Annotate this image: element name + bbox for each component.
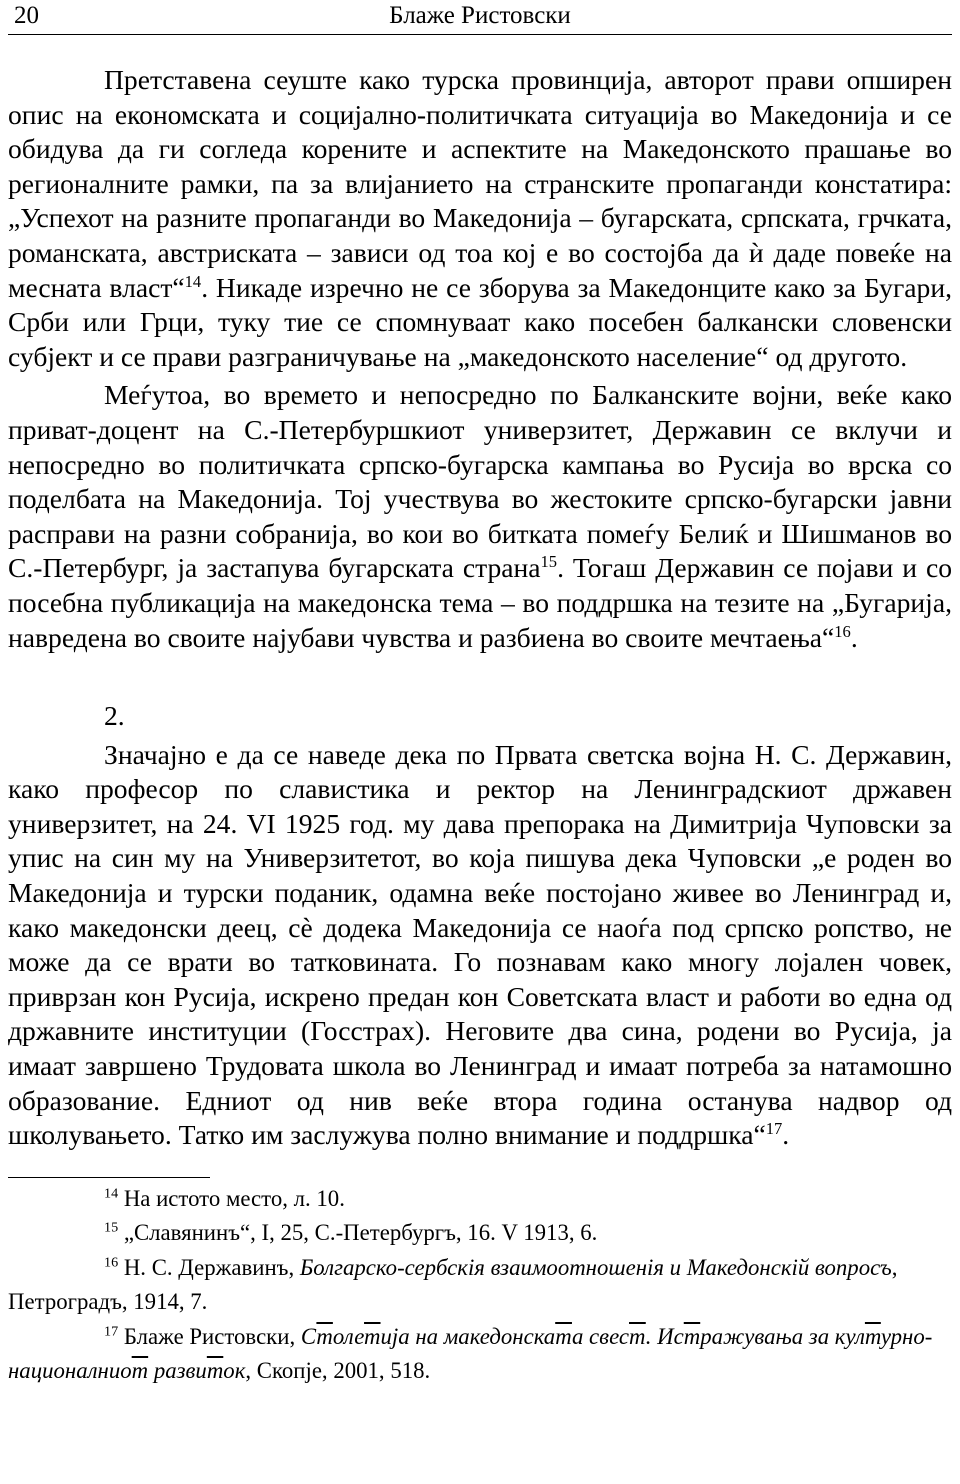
section-number: 2. [104, 700, 125, 732]
title-part: . Ис [645, 1323, 684, 1349]
footnote-number: 16 [104, 1254, 119, 1271]
footnote-number: 17 [104, 1323, 119, 1340]
body-text [8, 63, 952, 1153]
paragraph-3-text-a: Значајно е да се наведе дека по Првата светска војна Н. С. Державин, како професор по славистика и ректор на Ленинградскиот државен универзитет, на 24. VI 1925 год. му дава препорака на Димитрија Чуповски за упис на син му на Универзитетот, во која пишува дека Чуповски „е роден во Македонија и турски поданик, одамна веќе постојано живее во Ленинград и, како македонски деец, сѐ додека Македонија се наоѓа под српско ропство, не може да се врати во татковината. Го познавам како многу лојален човек, приврзан кон Русија, искрено предан кон Советската власт и работи во една од државните институции (Госстрах). Неговите два сина, родени во Русија, ја имаат завршено Трудовата школа во Ленинград и имаат потреба за натамошно образование. Едниот од нив веќе втора година останува надвор од школувањето. Татко им заслужува полно внимание и поддршка“ [8, 738, 952, 1151]
title-part: о [120, 1358, 132, 1384]
title-part: ок [223, 1358, 246, 1384]
paragraph-3 [8, 738, 952, 1153]
footnote-number: 15 [104, 1219, 119, 1236]
paragraph-2-text-a: Меѓутоа, во времето и непосредно по Балканските војни, веќе како приват-доцент на С.-Петербуршкиот универзитет, Державин се вклучи и непосредно во политичката српско-бугарска кампања во Русија во врска со поделбата на Македонија. Тој учествува во жестоките српско-бугарски јавни расправи на разни собранија, во кои во битката помеѓу Белиќ и Шишманов во С.-Петербург, ја застапува бугарската страна [8, 379, 952, 584]
page-number: 20 [14, 2, 39, 29]
title-part: т [683, 1323, 701, 1349]
footnote-14 [8, 1182, 952, 1217]
title-part: т [206, 1358, 224, 1384]
footnote-ref-17: 17 [765, 1119, 783, 1139]
title-part: разви [148, 1358, 207, 1384]
footnote-separator [8, 1177, 210, 1178]
title-part: ија на македонска [380, 1323, 556, 1349]
title-part: т [131, 1358, 149, 1384]
footnotes [8, 1182, 952, 1389]
footnote-text: Блаже Ристовски, [123, 1323, 301, 1349]
title-part: а свес [571, 1323, 630, 1349]
title-part: т [364, 1323, 381, 1349]
paragraph-1-text-b: . Никаде изречно не се зборува за Македонците како за Бугари, Срби или Грци, туку тие се спомнуваат како посебен балкански словенски субјект и се прави разграничување на „македонското население“ од другото. [8, 271, 952, 372]
running-head: Блаже Ристовски [389, 2, 571, 29]
paragraph-1-text-a: Претставена сеуште како турска провинција, авторот прави опширен опис на економската и социјално-политичката ситуација во Македонија и се обидува да ги согледа корените и аспектите на Македонското прашање во регионалните рамки, па за влијанието на странските пропаганди констатира: „Успехот на разните пропаганди во Македонија – бугарската, српската, грчката, романската, австриската – зависи од тоа кој е во состојба да ѝ даде повеќе на месната власт“ [8, 64, 952, 303]
paragraph-2-text-b: . Тогаш Державин се појави и со посебна публикација на македонска тема – во поддршка на тезите на „Бугарија, навредена во своите најубави чувства и разбиена во своите мечтаења“ [8, 552, 952, 653]
footnote-text: , Скопје, 2001, 518. [245, 1358, 431, 1384]
title-part: т [864, 1323, 881, 1349]
footnote-text: „Славянинъ“, I, 25, С.-Петербургъ, 16. V 1913, 6. [123, 1220, 598, 1246]
footnote-text: , Петроградъ, 1914, 7. [8, 1254, 898, 1315]
footnote-text: Н. С. Державинъ, [123, 1254, 300, 1280]
paragraph-1 [8, 63, 952, 374]
footnote-15 [8, 1216, 952, 1251]
paragraph-3-text-b: . [782, 1119, 790, 1151]
page-header [8, 0, 952, 35]
footnote-17 [8, 1320, 952, 1389]
footnote-16 [8, 1251, 952, 1320]
title-part: оле [332, 1323, 365, 1349]
footnote-ref-15: 15 [540, 552, 558, 572]
title-part: урно-национални [8, 1323, 933, 1384]
footnote-ref-16: 16 [834, 621, 851, 641]
footnote-ref-14: 14 [184, 271, 202, 291]
title-part: С [300, 1323, 317, 1349]
footnote-number: 14 [104, 1185, 119, 1202]
title-part: ражувања за кул [700, 1323, 865, 1349]
footnote-italic-title: Болгарско-сербскія взаимоотношенія и Македонскій вопросъ [299, 1254, 892, 1280]
title-part: т [629, 1323, 646, 1349]
paragraph-2-text-c: . [850, 621, 858, 653]
title-part: т [555, 1323, 572, 1349]
footnote-text: На истото место, л. 10. [123, 1185, 345, 1211]
paragraph-2 [8, 378, 952, 655]
title-part: т [316, 1323, 333, 1349]
